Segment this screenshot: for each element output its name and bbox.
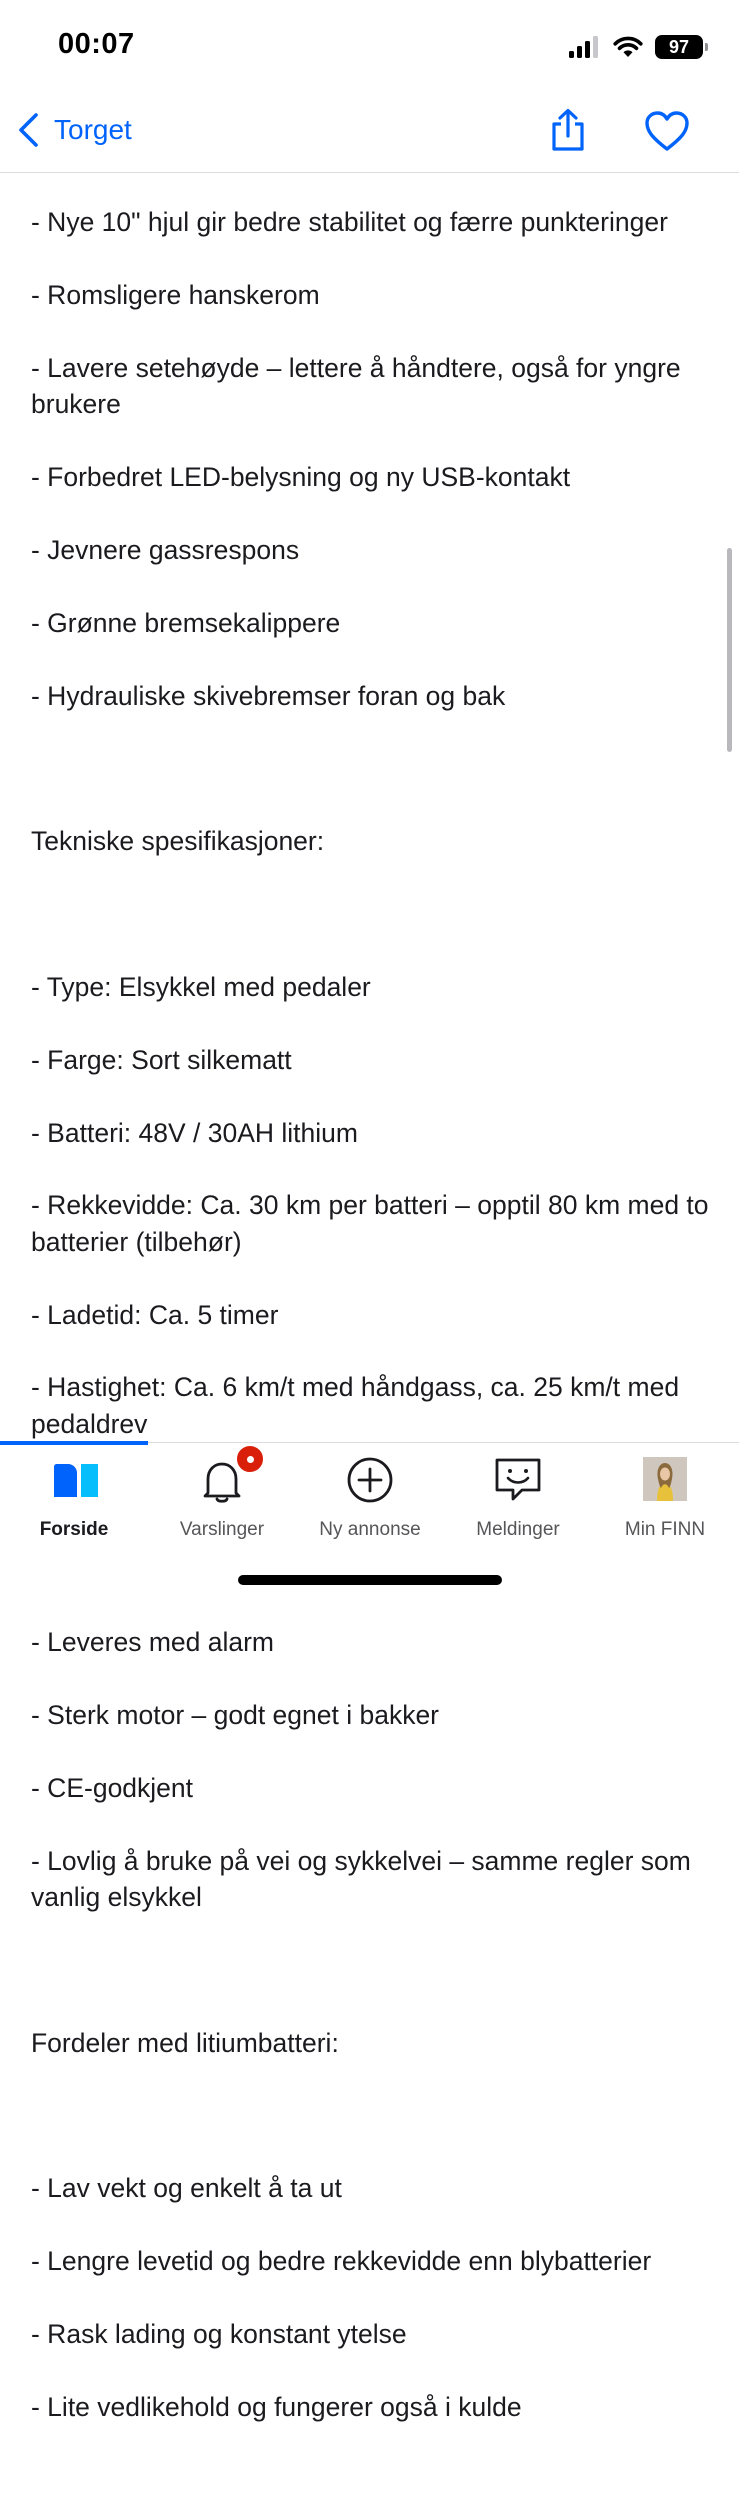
nav-bar <box>0 96 739 173</box>
description-line: - Forbedret LED-belysning og ny USB-kontakt <box>31 462 571 493</box>
description-line: - Romsligere hanskerom <box>31 280 320 311</box>
description-line: - Farge: Sort silkematt <box>31 1044 292 1075</box>
tab-label: Ny annonse <box>319 1519 421 1540</box>
tab-label: Min FINN <box>624 1519 706 1540</box>
share-icon <box>548 108 588 152</box>
description-line: - Rekkevidde: Ca. 30 km per batteri – opptil 80 km med to batterier (tilbehør) <box>31 1190 716 1257</box>
section-heading: Fordeler med litiumbatteri: <box>31 2027 339 2058</box>
description-line: - Lovlig å bruke på vei og sykkelvei – samme regler som vanlig elsykkel <box>31 1845 699 1913</box>
description-line: - Hastighet: Ca. 6 km/t med håndgass, ca. 25 km/t med pedaldrev <box>31 1372 687 1439</box>
home-indicator[interactable] <box>238 1575 502 1585</box>
description-line: - Batteri: 48V / 30AH lithium <box>31 1117 358 1148</box>
description-text <box>31 168 716 2498</box>
chevron-left-icon <box>16 112 40 148</box>
description-line: - Rask lading og konstant ytelse <box>31 2318 407 2349</box>
status-icons <box>569 34 703 60</box>
description-line: - Lav vekt og enkelt å ta ut <box>31 2173 342 2204</box>
chat-icon <box>492 1455 544 1505</box>
notification-badge <box>234 1443 266 1475</box>
section-heading: Tekniske spesifikasjoner: <box>31 826 325 857</box>
wifi-icon <box>613 36 643 58</box>
back-button[interactable] <box>16 110 132 150</box>
description-line: - Type: Elsykkel med pedaler <box>31 971 371 1002</box>
description-line <box>31 751 711 787</box>
description-line: - Grønne bremsekalippere <box>31 607 341 638</box>
description-line: - Nye 10" hjul gir bedre stabilitet og færre punkteringer <box>31 207 668 238</box>
back-label: Torget <box>54 114 132 145</box>
description-line <box>31 896 711 932</box>
description-line <box>31 1952 711 1988</box>
tab-label: Forside <box>39 1519 109 1540</box>
status-time: 00:07 <box>58 28 135 60</box>
heart-icon <box>644 110 690 152</box>
tab-meldinger[interactable] <box>444 1443 592 1543</box>
favorite-button[interactable] <box>644 110 690 152</box>
description-line: - Sterk motor – godt egnet i bakker <box>31 1700 440 1731</box>
battery-indicator: 97 <box>655 35 703 59</box>
plus-circle-icon <box>344 1455 396 1505</box>
tab-forside[interactable] <box>0 1443 148 1543</box>
description-line: - Hydrauliske skivebremser foran og bak <box>31 680 506 711</box>
description-line: - CE-godkjent <box>31 1772 194 1803</box>
description-line: - Lengre levetid og bedre rekkevidde enn blybatterier <box>31 2246 652 2277</box>
description-line: - Lavere setehøyde – lettere å håndtere, også for yngre brukere <box>31 353 689 420</box>
description-line: - Leveres med alarm <box>31 1627 275 1658</box>
status-bar <box>0 0 739 96</box>
home-icon <box>48 1455 100 1505</box>
cellular-signal-icon <box>569 36 601 58</box>
description-line: - Lite vedlikehold og fungerer også i kulde <box>31 2391 522 2422</box>
share-button[interactable] <box>548 108 588 152</box>
avatar <box>643 1457 687 1501</box>
tab-min-finn[interactable] <box>591 1443 739 1543</box>
description-line: - Ladetid: Ca. 5 timer <box>31 1299 279 1330</box>
tab-label: Meldinger <box>476 1519 560 1540</box>
description-line <box>31 2098 711 2134</box>
scrollbar[interactable] <box>727 548 732 752</box>
tab-label: Varslinger <box>179 1519 265 1540</box>
tab-varslinger[interactable] <box>148 1443 296 1543</box>
tab-ny-annonse[interactable] <box>296 1443 444 1543</box>
description-line: - Jevnere gassrespons <box>31 535 300 566</box>
